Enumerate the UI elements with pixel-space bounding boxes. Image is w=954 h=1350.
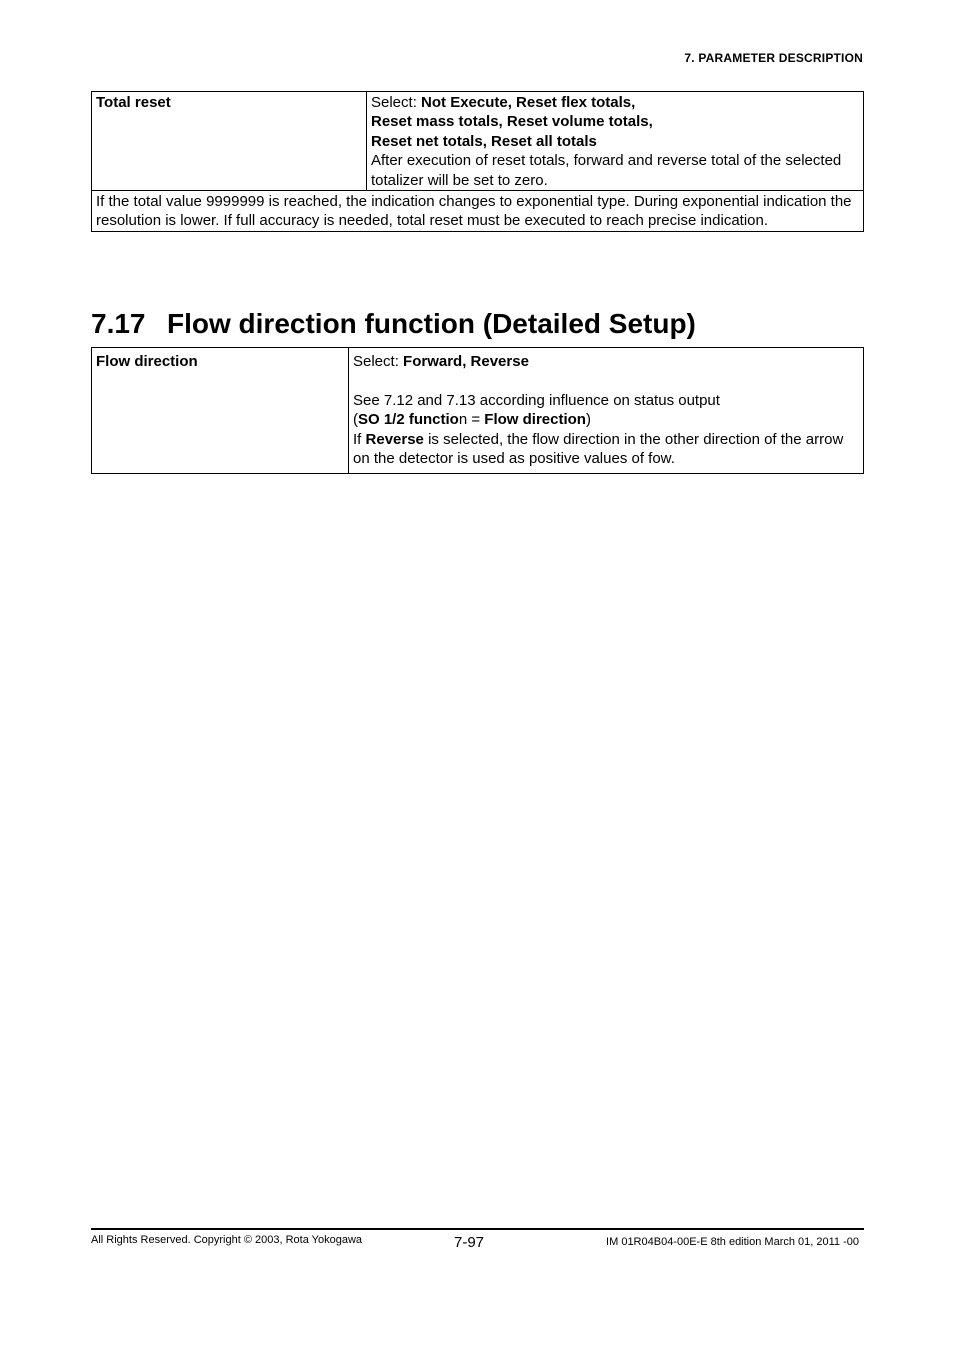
note-cell [92, 191, 864, 232]
parameter-label [92, 92, 367, 191]
select-prefix: Select: [371, 94, 422, 111]
parameter-description [349, 348, 864, 474]
parameter-description [367, 92, 864, 191]
select-prefix: Select: [353, 353, 404, 370]
paren-close: ) [585, 411, 591, 429]
option-list: Forward, Reverse [403, 353, 529, 370]
blank-line [353, 371, 859, 390]
footer-rule [91, 1228, 864, 1230]
reverse-explanation-text: is selected, the flow direction in the other direction of the arrow on the detector is used as positive values of fow. [353, 430, 844, 468]
section-number: 7.17 [91, 308, 146, 339]
select-line [353, 352, 859, 371]
section-title: Flow direction function (Detailed Setup) [167, 308, 696, 339]
option-list: Reset mass totals, Reset volume totals, [371, 113, 653, 131]
flow-direction-table [91, 347, 864, 474]
so-function-line [353, 410, 859, 429]
table-row [92, 92, 864, 191]
running-head: 7. PARAMETER DESCRIPTION [684, 51, 863, 65]
flow-direction-value: Flow direction [484, 411, 586, 429]
section-heading [91, 307, 696, 341]
page-number: 7-97 [454, 1234, 485, 1251]
reverse-explanation [353, 430, 859, 469]
reverse-keyword: Reverse [365, 430, 424, 448]
select-line [371, 93, 859, 112]
footer-doc-info: IM 01R04B04-00E-E 8th edition March 01, 2011 -00 [606, 1236, 859, 1248]
note-text: If the total value 9999999 is reached, the indication changes to exponential type. During exponential indication the resolution is lower. If full accuracy is needed, total reset must be executed to reach precise indication. [96, 193, 852, 230]
footer-copyright: All Rights Reserved. Copyright © 2003, Rota Yokogawa [91, 1234, 363, 1246]
paren-open: ( [353, 411, 358, 429]
parameter-name: Total reset [96, 94, 171, 111]
parameter-label [92, 348, 349, 474]
if-prefix: If [353, 430, 366, 448]
so-function-tail: n = [458, 411, 485, 429]
see-reference-text: See 7.12 and 7.13 according influence on status output [353, 391, 720, 409]
total-reset-table [91, 91, 864, 232]
description-text: After execution of reset totals, forward and reverse total of the selected totalizer will be set to zero. [371, 152, 842, 189]
option-list: Not Execute, Reset flex totals, [421, 94, 636, 111]
so-function-name: SO 1/2 functio [358, 411, 459, 429]
parameter-name: Flow direction [96, 353, 198, 370]
table-row [92, 348, 864, 474]
table-row [92, 191, 864, 232]
option-list: Reset net totals, Reset all totals [371, 132, 597, 150]
